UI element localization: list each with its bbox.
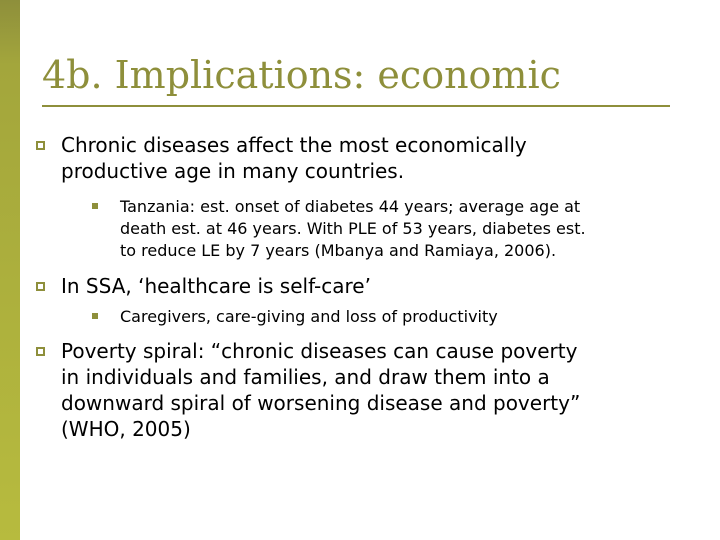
decorative-side-bar [0, 0, 20, 540]
bullet-square-icon [36, 347, 45, 356]
slide-title: 4b. Implications: economic [42, 53, 561, 97]
sub-bullet-text [120, 196, 710, 262]
sub-bullet-square-icon [92, 203, 98, 209]
bullet-line: in individuals and families, and draw them into a [61, 365, 550, 389]
sub-bullet-line: to reduce LE by 7 years (Mbanya and Ramiaya, 2006). [120, 241, 557, 260]
bullet-line: Chronic diseases affect the most economically [61, 133, 527, 157]
bullet-line: Poverty spiral: “chronic diseases can cause poverty [61, 339, 578, 363]
bullet-square-icon [36, 141, 45, 150]
bullet-line: downward spiral of worsening disease and poverty” [61, 391, 581, 415]
bullet-line: (WHO, 2005) [61, 417, 191, 441]
bullet-text [61, 338, 701, 442]
bullet-text [61, 132, 701, 184]
bullet-line: productive age in many countries. [61, 159, 405, 183]
sub-bullet-line: Tanzania: est. onset of diabetes 44 years; average age at [120, 197, 581, 216]
bullet-text [61, 273, 701, 299]
sub-bullet-line: death est. at 46 years. With PLE of 53 years, diabetes est. [120, 219, 586, 238]
sub-bullet-line: Caregivers, care-giving and loss of productivity [120, 307, 498, 326]
bullet-square-icon [36, 282, 45, 291]
bullet-line: In SSA, ‘healthcare is self-care’ [61, 274, 371, 298]
title-underline [42, 105, 670, 107]
sub-bullet-square-icon [92, 313, 98, 319]
sub-bullet-text [120, 306, 710, 328]
